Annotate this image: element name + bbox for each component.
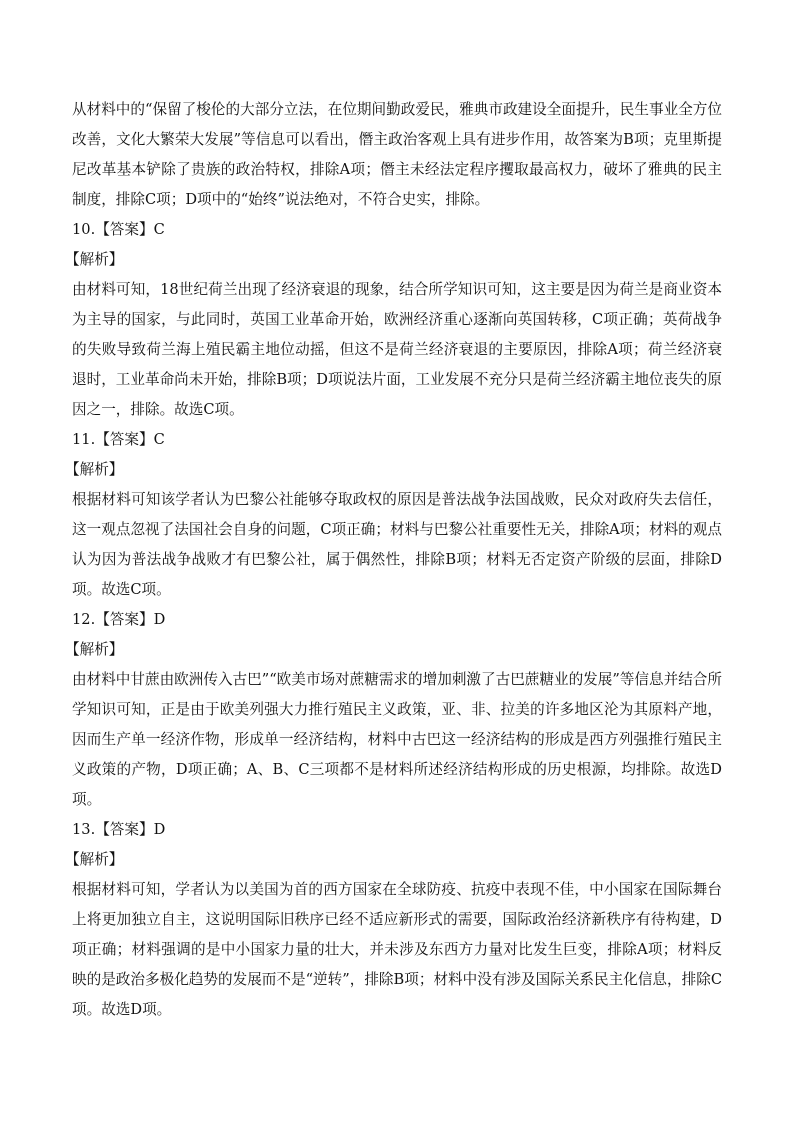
q9-analysis-text: 从材料中的“保留了梭伦的大部分立法，在位期间勤政爱民，雅典市政建设全面提升，民生事业全方位改善，文化大繁荣大发展”等信息可以看出，僭主政治客观上具有进步作用，故答案为B项；克里斯提尼改革基本铲除了贵族的政治特权，排除A项；僭主未经法定程序攫取最高权力，破坏了雅典的民主制度，排除C项；D项中的“始终”说法绝对，不符合史实，排除。 [72,101,722,208]
q13-analysis-label: 【解析】 [65,851,124,868]
q12-analysis-text: 由材料中甘蔗由欧洲传入古巴”“欧美市场对蔗糖需求的增加刺激了古巴蔗糖业的发展”等信息并结合所学知识可知，正是由于欧美列强大力推行殖民主义政策，亚、非、拉美的许多地区沦为其原料产地，因而生产单一经济作物，形成单一经济结构，材料中古巴这一经济结构的形成是西方列强推行殖民主义政策的产物，D项正确；A、B、C三项都不是材料所述经济结构形成的历史根源，均排除。故选D项。 [72,671,722,808]
q10-analysis-text: 由材料可知，18世纪荷兰出现了经济衰退的现象，结合所学知识可知，这主要是因为荷兰是商业资本为主导的国家，与此同时，英国工业革命开始，欧洲经济重心逐渐向英国转移，C项正确；英荷战争的失败导致荷兰海上殖民霸主地位动摇，但这不是荷兰经济衰退的主要原因，排除A项；荷兰经济衰退时，工业革命尚未开始，排除B项；D项说法片面，工业发展不充分只是荷兰经济霸主地位丧失的原因之一，排除。故选C项。 [72,281,722,418]
question-10 [65,215,722,425]
question-11 [65,425,722,605]
q11-analysis-label: 【解析】 [65,461,124,478]
q11-answer: 11.【答案】C [72,431,165,448]
q13-answer: 13.【答案】D [72,821,166,838]
question-12 [65,605,722,815]
q10-analysis-label: 【解析】 [65,251,124,268]
q13-analysis-text: 根据材料可知，学者认为以美国为首的西方国家在全球防疫、抗疫中表现不佳，中小国家在国际舞台上将更加独立自主，这说明国际旧秩序已经不适应新形式的需要，国际政治经济新秩序有待构建，D项正确；材料强调的是中小国家力量的壮大，并未涉及东西方力量对比发生巨变，排除A项；材料反映的是政治多极化趋势的发展而不是“逆转”，排除B项；材料中没有涉及国际关系民主化信息，排除C项。故选D项。 [72,881,722,1018]
q12-answer: 12.【答案】D [72,611,166,628]
question-13 [65,815,722,1025]
q11-analysis-text: 根据材料可知该学者认为巴黎公社能够夺取政权的原因是普法战争法国战败，民众对政府失去信任，这一观点忽视了法国社会自身的问题，C项正确；材料与巴黎公社重要性无关，排除A项；材料的观点认为因为普法战争战败才有巴黎公社，属于偶然性，排除B项；材料无否定资产阶级的层面，排除D项。故选C项。 [72,491,722,598]
q10-answer: 10.【答案】C [72,221,165,238]
q12-analysis-label: 【解析】 [65,641,124,658]
